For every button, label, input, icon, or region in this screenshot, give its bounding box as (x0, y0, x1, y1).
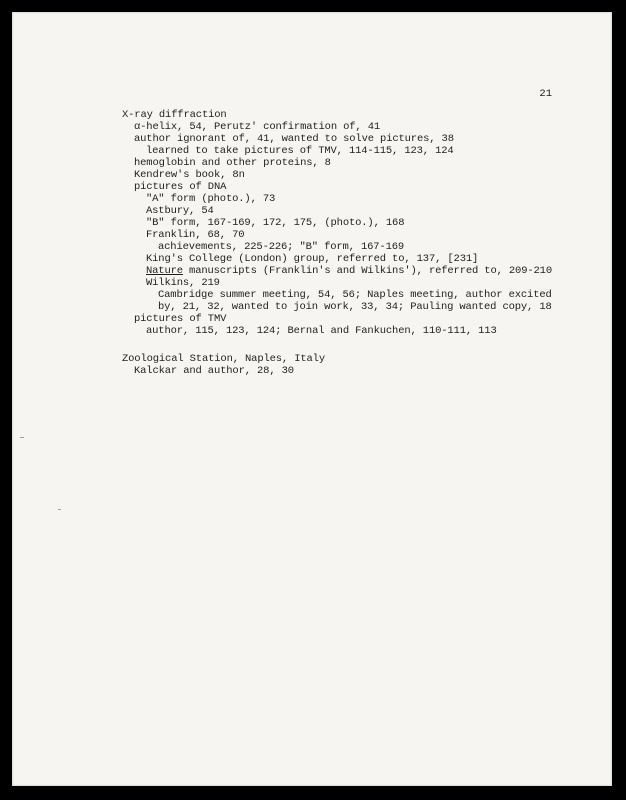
page-number: 21 (539, 88, 552, 100)
index-subentry: achievements, 225-226; "B" form, 167-169 (158, 241, 405, 253)
index-heading-xray: X-ray diffraction (122, 109, 227, 121)
journal-title: Nature (146, 265, 183, 277)
paper-mark (20, 437, 24, 438)
index-subentry: Wilkins, 219 (146, 277, 220, 289)
index-subentry: α-helix, 54, Perutz' confirmation of, 41 (134, 121, 381, 133)
index-subentry: Franklin, 68, 70 (146, 229, 245, 241)
index-subentry: pictures of TMV (134, 313, 227, 325)
index-heading-zoological: Zoological Station, Naples, Italy (122, 353, 325, 365)
index-subentry: Cambridge summer meeting, 54, 56; Naples meeting, author excited (158, 289, 552, 301)
index-entries (12, 12, 612, 786)
index-subentry: King's College (London) group, referred to, 137, [231] (146, 253, 479, 265)
index-subentry: hemoglobin and other proteins, 8 (134, 157, 331, 169)
index-subentry: Nature manuscripts (Franklin's and Wilkins'), referred to, 209-210 (146, 265, 552, 277)
index-subentry: learned to take pictures of TMV, 114-115, 123, 124 (146, 145, 454, 157)
index-subentry: "A" form (photo.), 73 (146, 193, 276, 205)
index-subentry: "B" form, 167-169, 172, 175, (photo.), 168 (146, 217, 405, 229)
index-subentry: Astbury, 54 (146, 205, 214, 217)
index-subentry: author ignorant of, 41, wanted to solve pictures, 38 (134, 133, 454, 145)
index-subentry: pictures of DNA (134, 181, 227, 193)
index-page (12, 12, 612, 786)
index-subentry: by, 21, 32, wanted to join work, 33, 34; Pauling wanted copy, 18 (158, 301, 552, 313)
index-subentry: Kendrew's book, 8n (134, 169, 245, 181)
paper-mark (58, 509, 61, 510)
index-subentry: author, 115, 123, 124; Bernal and Fankuchen, 110-111, 113 (146, 325, 497, 337)
index-subentry: Kalckar and author, 28, 30 (134, 365, 294, 377)
